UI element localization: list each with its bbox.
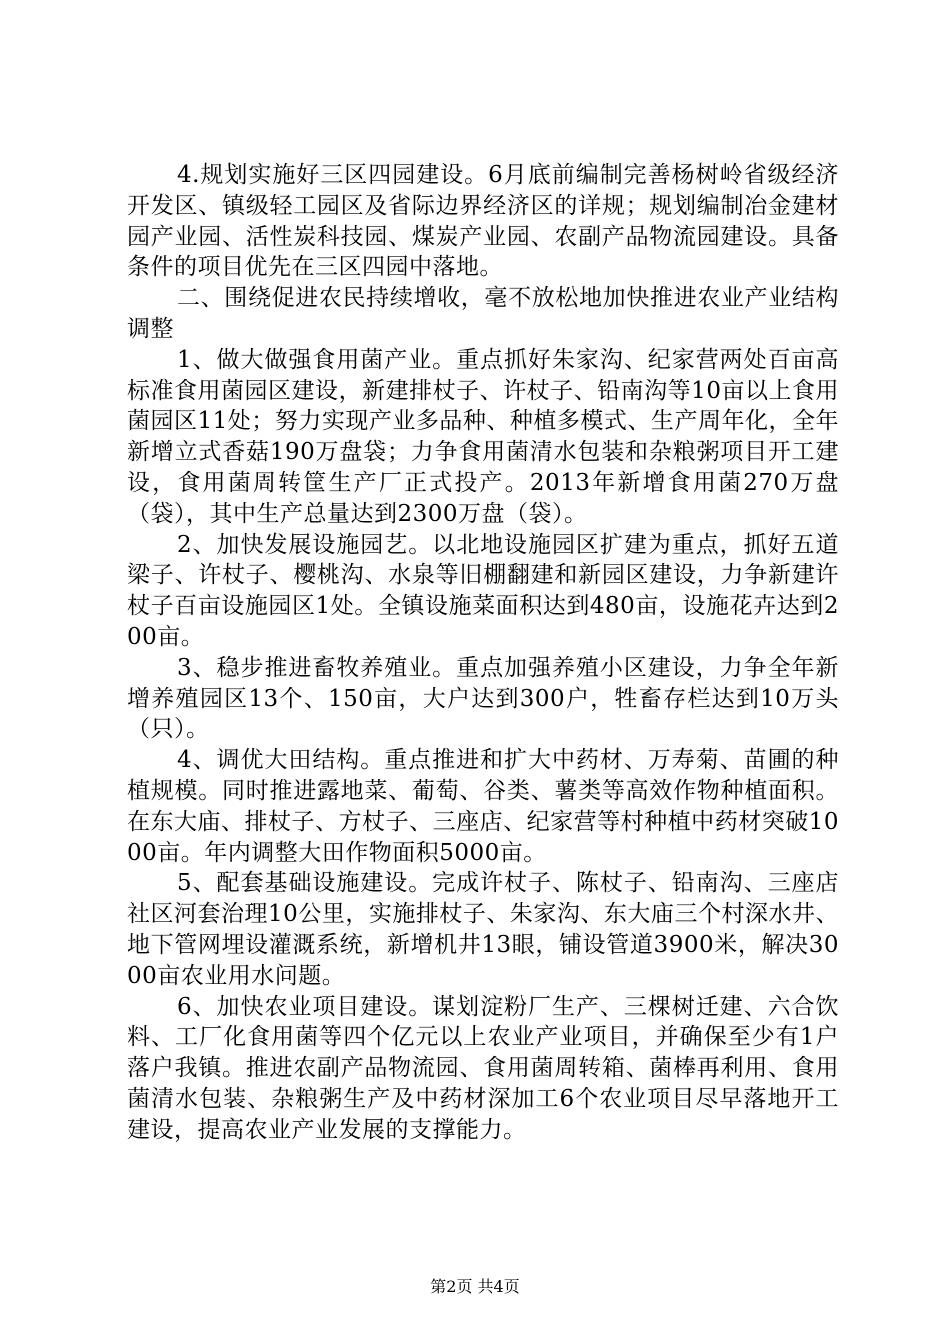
section-heading-agriculture: 二、围绕促进农民持续增收，毫不放松地加快推进农业产业结构调整 (127, 285, 839, 342)
paragraph-livestock: 3、稳步推进畜牧养殖业。重点加强养殖小区建设，力争全年新增养殖园区13个、150亩，大户达到300户，牲畜存栏达到10万头（只）。 (127, 654, 839, 743)
paragraph-infrastructure: 5、配套基础设施建设。完成许杖子、陈杖子、铅南沟、三座店社区河套治理10公里，实施排杖子、朱家沟、东大庙三个村深水井、地下管网埋设灌溉系统，新增机井13眼，铺设管道3900米，解决3000亩农业用水问题。 (127, 870, 839, 989)
paragraph-agri-projects: 6、加快农业项目建设。谋划淀粉厂生产、三棵树迁建、六合饮料、工厂化食用菌等四个亿元以上农业产业项目，并确保至少有1户落户我镇。推进农副产品物流园、食用菌周转箱、菌棒再利用、食用菌清水包装、杂粮粥生产及中药材深加工6个农业项目尽早落地开工建设，提高农业产业发展的支撑能力。 (127, 993, 839, 1143)
document-body (127, 160, 839, 1146)
paragraph-field-structure: 4、调优大田结构。重点推进和扩大中药材、万寿菊、苗圃的种植规模。同时推进露地菜、葡萄、谷类、薯类等高效作物种植面积。在东大庙、排杖子、方杖子、三座店、纪家营等村种植中药材突破1000亩。年内调整大田作物面积5000亩。 (127, 747, 839, 866)
page-number-footer: 第2页 共4页 (430, 1277, 520, 1296)
paragraph-fungus-industry: 1、做大做强食用菌产业。重点抓好朱家沟、纪家营两处百亩高标准食用菌园区建设，新建排杖子、许杖子、铅南沟等10亩以上食用菌园区11处；努力实现产业多品种、种植多模式、生产周年化，全年新增立式香菇190万盘袋；力争食用菌清水包装和杂粮粥项目开工建设，食用菌周转筐生产厂正式投产。2013年新增食用菌270万盘（袋），其中生产总量达到2300万盘（袋）。 (127, 346, 839, 527)
paragraph-plan-zones: 4.规划实施好三区四园建设。6月底前编制完善杨树岭省级经济开发区、镇级轻工园区及省际边界经济区的详规；规划编制冶金建材园产业园、活性炭科技园、煤炭产业园、农副产品物流园建设。具备条件的项目优先在三区四园中落地。 (127, 162, 839, 281)
paragraph-horticulture: 2、加快发展设施园艺。以北地设施园区扩建为重点，抓好五道梁子、许杖子、樱桃沟、水泉等旧棚翻建和新园区建设，力争新建许杖子百亩设施园区1处。全镇设施菜面积达到480亩，设施花卉达到200亩。 (127, 531, 839, 650)
